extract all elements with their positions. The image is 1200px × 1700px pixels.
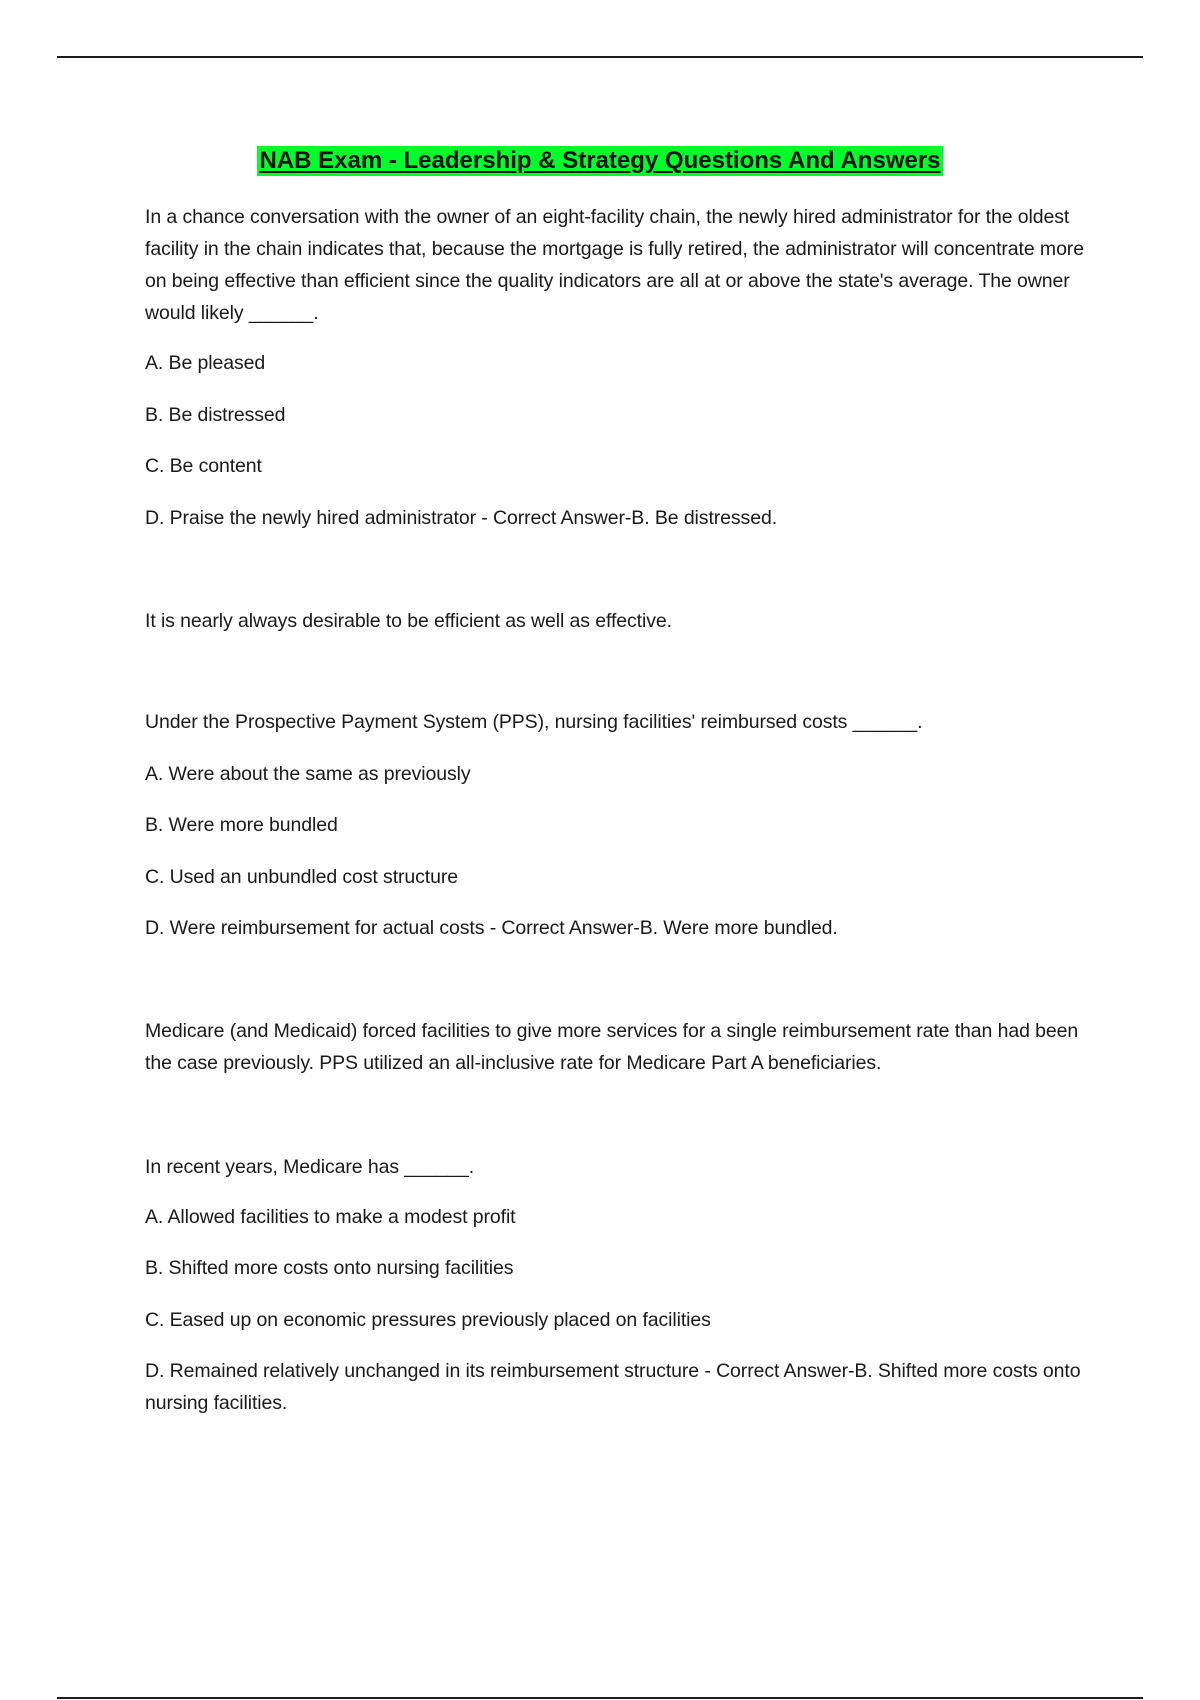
question-1-option-c: C. Be content <box>145 455 262 477</box>
question-3-option-a: A. Allowed facilities to make a modest profit <box>145 1206 516 1228</box>
question-3-option-b: B. Shifted more costs onto nursing facilities <box>145 1257 514 1279</box>
header-rule <box>57 56 1143 58</box>
question-2-text: Under the Prospective Payment System (PPS), nursing facilities' reimbursed costs ______. <box>145 711 923 733</box>
title-container <box>0 146 1200 176</box>
question-1-option-b: B. Be distressed <box>145 404 286 426</box>
question-2-option-b: B. Were more bundled <box>145 814 338 836</box>
question-2-explanation: Medicare (and Medicaid) forced facilities to give more services for a single reimbursement rate than had been the case previously. PPS utilized an all-inclusive rate for Medicare Part A beneficiaries. <box>145 1020 1079 1074</box>
question-1-option-a: A. Be pleased <box>145 352 266 374</box>
question-2-option-c: C. Used an unbundled cost structure <box>145 866 459 888</box>
question-1-text: In a chance conversation with the owner of an eight-facility chain, the newly hired administrator for the oldest facility in the chain indicates that, because the mortgage is fully retired, the administrator will concentrate more on being effective than efficient since the quality indicators are all at or above the state's average. The owner would likely ______. <box>145 206 1084 324</box>
question-1-option-d: D. Praise the newly hired administrator - Correct Answer-B. Be distressed. <box>145 507 778 529</box>
question-3-option-d: D. Remained relatively unchanged in its reimbursement structure - Correct Answer-B. Shifted more costs onto nursing facilities. <box>145 1360 1081 1414</box>
question-3-text: In recent years, Medicare has ______. <box>145 1156 475 1178</box>
question-1-explanation: It is nearly always desirable to be efficient as well as effective. <box>145 610 672 632</box>
question-3-option-c: C. Eased up on economic pressures previously placed on facilities <box>145 1309 711 1331</box>
question-2-option-d: D. Were reimbursement for actual costs - Correct Answer-B. Were more bundled. <box>145 917 838 939</box>
page-title: NAB Exam - Leadership & Strategy Questions And Answers <box>259 147 941 174</box>
question-2-option-a: A. Were about the same as previously <box>145 763 471 785</box>
footer-rule <box>57 1697 1143 1699</box>
